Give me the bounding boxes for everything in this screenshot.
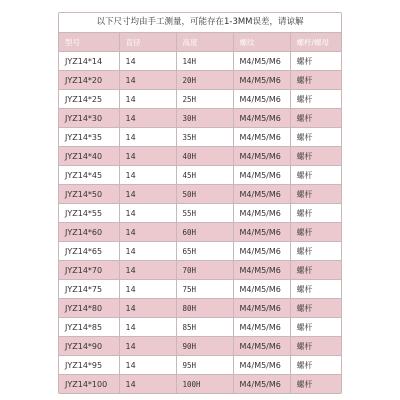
cell-thread: M4/M5/M6 xyxy=(233,52,290,71)
cell-type: 螺杆 xyxy=(290,109,342,128)
cell-type: 螺杆 xyxy=(290,375,342,394)
table-row xyxy=(59,318,342,337)
cell-model: JYZ14*20 xyxy=(59,71,119,90)
cell-model: JYZ14*80 xyxy=(59,299,119,318)
cell-diameter: 14 xyxy=(119,166,176,185)
table-row xyxy=(59,109,342,128)
cell-model: JYZ14*40 xyxy=(59,147,119,166)
cell-diameter: 14 xyxy=(119,147,176,166)
table-row xyxy=(59,337,342,356)
table-row xyxy=(59,242,342,261)
cell-thread: M4/M5/M6 xyxy=(233,128,290,147)
cell-thread: M4/M5/M6 xyxy=(233,318,290,337)
cell-diameter: 14 xyxy=(119,356,176,375)
cell-model: JYZ14*70 xyxy=(59,261,119,280)
cell-thread: M4/M5/M6 xyxy=(233,185,290,204)
cell-height: 100H xyxy=(176,375,233,394)
table-row xyxy=(59,375,342,394)
cell-model: JYZ14*55 xyxy=(59,204,119,223)
cell-type: 螺杆 xyxy=(290,166,342,185)
cell-type: 螺杆 xyxy=(290,299,342,318)
cell-thread: M4/M5/M6 xyxy=(233,223,290,242)
cell-type: 螺杆 xyxy=(290,185,342,204)
cell-thread: M4/M5/M6 xyxy=(233,280,290,299)
table-row xyxy=(59,147,342,166)
header-model: 型号 xyxy=(59,33,119,52)
cell-thread: M4/M5/M6 xyxy=(233,261,290,280)
cell-type: 螺杆 xyxy=(290,147,342,166)
cell-height: 35H xyxy=(176,128,233,147)
cell-height: 70H xyxy=(176,261,233,280)
table-row xyxy=(59,356,342,375)
header-diameter: 直径 xyxy=(119,33,176,52)
cell-model: JYZ14*95 xyxy=(59,356,119,375)
cell-diameter: 14 xyxy=(119,52,176,71)
table-row xyxy=(59,299,342,318)
cell-model: JYZ14*100 xyxy=(59,375,119,394)
cell-type: 螺杆 xyxy=(290,90,342,109)
cell-height: 40H xyxy=(176,147,233,166)
cell-diameter: 14 xyxy=(119,242,176,261)
cell-thread: M4/M5/M6 xyxy=(233,375,290,394)
cell-thread: M4/M5/M6 xyxy=(233,299,290,318)
cell-diameter: 14 xyxy=(119,223,176,242)
spec-table-container xyxy=(58,12,342,394)
cell-type: 螺杆 xyxy=(290,223,342,242)
table-row xyxy=(59,128,342,147)
cell-diameter: 14 xyxy=(119,337,176,356)
header-type: 螺杆/螺母 xyxy=(290,33,342,52)
cell-thread: M4/M5/M6 xyxy=(233,90,290,109)
measurement-note: 以下尺寸均由手工测量，可能存在1-3MM误差，请谅解 xyxy=(59,13,341,33)
cell-model: JYZ14*30 xyxy=(59,109,119,128)
cell-diameter: 14 xyxy=(119,90,176,109)
cell-height: 75H xyxy=(176,280,233,299)
cell-model: JYZ14*35 xyxy=(59,128,119,147)
cell-model: JYZ14*50 xyxy=(59,185,119,204)
cell-model: JYZ14*85 xyxy=(59,318,119,337)
cell-height: 60H xyxy=(176,223,233,242)
cell-diameter: 14 xyxy=(119,71,176,90)
cell-model: JYZ14*14 xyxy=(59,52,119,71)
header-thread: 螺纹 xyxy=(233,33,290,52)
cell-model: JYZ14*75 xyxy=(59,280,119,299)
cell-diameter: 14 xyxy=(119,204,176,223)
cell-height: 80H xyxy=(176,299,233,318)
cell-thread: M4/M5/M6 xyxy=(233,356,290,375)
table-row xyxy=(59,71,342,90)
cell-thread: M4/M5/M6 xyxy=(233,109,290,128)
cell-diameter: 14 xyxy=(119,185,176,204)
cell-type: 螺杆 xyxy=(290,204,342,223)
cell-height: 30H xyxy=(176,109,233,128)
cell-height: 50H xyxy=(176,185,233,204)
cell-height: 45H xyxy=(176,166,233,185)
cell-diameter: 14 xyxy=(119,375,176,394)
cell-type: 螺杆 xyxy=(290,356,342,375)
table-row xyxy=(59,90,342,109)
cell-type: 螺杆 xyxy=(290,71,342,90)
cell-model: JYZ14*25 xyxy=(59,90,119,109)
cell-type: 螺杆 xyxy=(290,261,342,280)
cell-thread: M4/M5/M6 xyxy=(233,204,290,223)
cell-diameter: 14 xyxy=(119,299,176,318)
cell-diameter: 14 xyxy=(119,128,176,147)
table-row xyxy=(59,261,342,280)
cell-diameter: 14 xyxy=(119,280,176,299)
cell-height: 65H xyxy=(176,242,233,261)
cell-type: 螺杆 xyxy=(290,337,342,356)
cell-type: 螺杆 xyxy=(290,128,342,147)
cell-height: 20H xyxy=(176,71,233,90)
cell-height: 90H xyxy=(176,337,233,356)
cell-thread: M4/M5/M6 xyxy=(233,147,290,166)
table-row xyxy=(59,204,342,223)
table-row xyxy=(59,166,342,185)
table-row xyxy=(59,280,342,299)
cell-diameter: 14 xyxy=(119,109,176,128)
cell-type: 螺杆 xyxy=(290,318,342,337)
table-row xyxy=(59,185,342,204)
header-height: 高度 xyxy=(176,33,233,52)
spec-table xyxy=(59,33,342,393)
cell-thread: M4/M5/M6 xyxy=(233,71,290,90)
cell-model: JYZ14*60 xyxy=(59,223,119,242)
cell-thread: M4/M5/M6 xyxy=(233,242,290,261)
cell-type: 螺杆 xyxy=(290,52,342,71)
cell-model: JYZ14*90 xyxy=(59,337,119,356)
cell-thread: M4/M5/M6 xyxy=(233,166,290,185)
cell-height: 25H xyxy=(176,90,233,109)
table-header-row xyxy=(59,33,342,52)
cell-model: JYZ14*65 xyxy=(59,242,119,261)
cell-type: 螺杆 xyxy=(290,280,342,299)
table-row xyxy=(59,223,342,242)
cell-type: 螺杆 xyxy=(290,242,342,261)
cell-diameter: 14 xyxy=(119,318,176,337)
cell-height: 55H xyxy=(176,204,233,223)
cell-height: 85H xyxy=(176,318,233,337)
table-body xyxy=(59,52,342,394)
cell-model: JYZ14*45 xyxy=(59,166,119,185)
cell-thread: M4/M5/M6 xyxy=(233,337,290,356)
cell-height: 95H xyxy=(176,356,233,375)
table-row xyxy=(59,52,342,71)
cell-height: 14H xyxy=(176,52,233,71)
cell-diameter: 14 xyxy=(119,261,176,280)
